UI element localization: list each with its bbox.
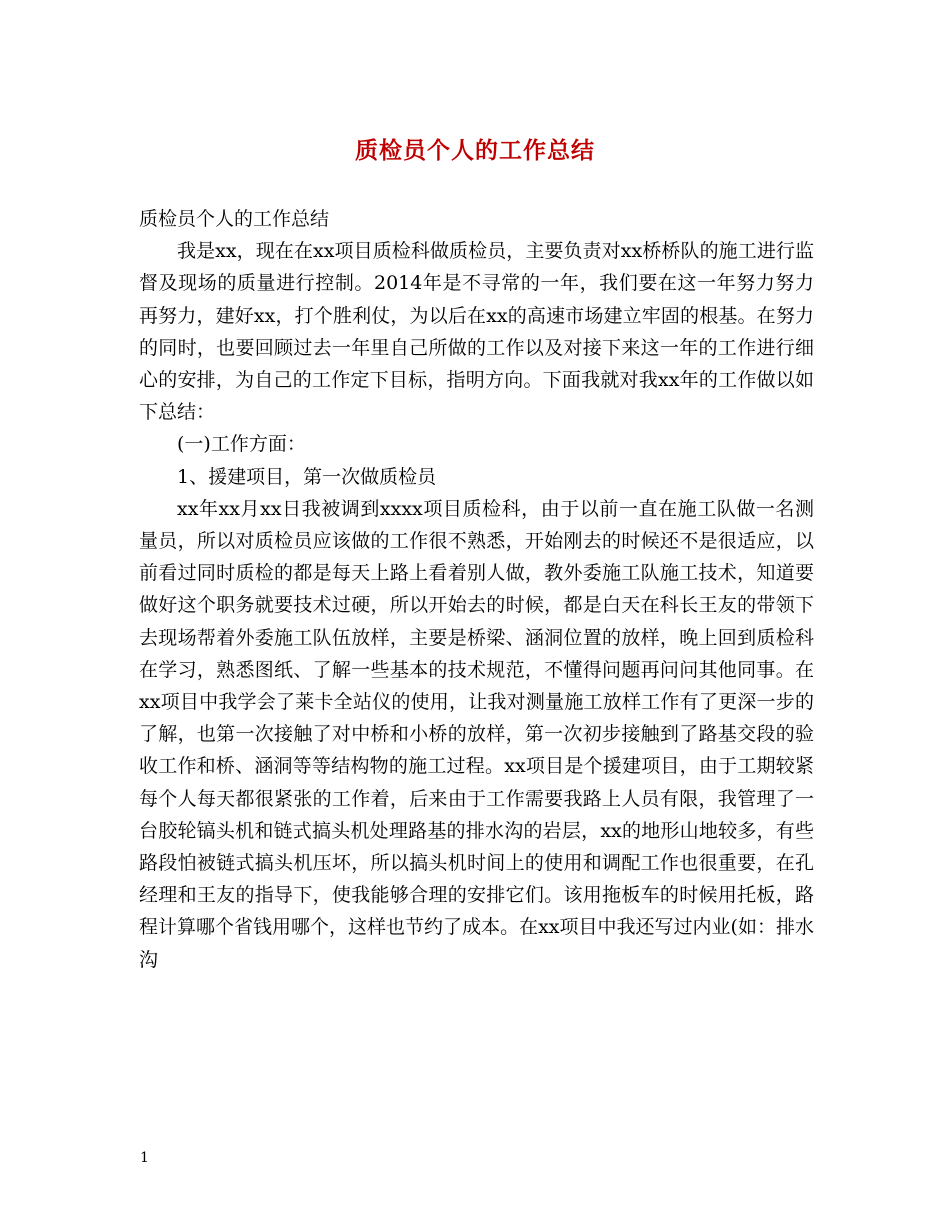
paragraph-intro: 我是xx，现在在xx项目质检科做质检员，主要负责对xx桥桥队的施工进行监督及现场的质量进行控制。2014年是不寻常的一年，我们要在这一年努力努力再努力，建好xx，打个胜利仗，为以后在xx的高速市场建立牢固的根基。在努力的同时，也要回顾过去一年里自己所做的工作以及对接下来这一年的工作进行细心的安排，为自己的工作定下目标，指明方向。下面我就对我xx年的工作做以如下总结： — [139, 240, 814, 424]
subsection-heading-1: 1、援建项目，第一次做质检员 — [177, 465, 437, 488]
paragraph-body: xx年xx月xx日我被调到xxxx项目质检科，由于以前一直在施工队做一名测量员，所以对质检员应该做的工作很不熟悉，开始刚去的时候还不是很适应，以前看过同时质检的都是每天上路上看着别人做，教外委施工队施工技术，知道要做好这个职务就要技术过硬，所以开始去的时候，都是白天在科长王友的带领下去现场帮着外委施工队伍放样，主要是桥梁、涵洞位置的放样，晚上回到质检科在学习，熟悉图纸、了解一些基本的技术规范，不懂得问题再问问其他同事。在xx项目中我学会了莱卡全站仪的使用，让我对测量施工放样工作有了更深一步的了解，也第一次接触了对中桥和小桥的放样，第一次初步接触到了路基交段的验收工作和桥、涵洞等等结构物的施工过程。xx项目是个援建项目，由于工期较紧每个人每天都很紧张的工作着，后来由于工作需要我路上人员有限，我管理了一台胶轮镐头机和链式搞头机处理路基的排水沟的岩层，xx的地形山地较多，有些路段怕被链式搞头机压坏，所以搞头机时间上的使用和调配工作也很重要，在孔经理和王友的指导下，使我能够合理的安排它们。该用拖板车的时候用托板，路程计算哪个省钱用哪个，这样也节约了成本。在xx项目中我还写过内业(如：排水沟 — [139, 497, 814, 971]
document-subtitle: 质检员个人的工作总结 — [139, 208, 330, 230]
page-number: 1 — [140, 1150, 149, 1166]
section-heading-work: (一)工作方面： — [177, 433, 306, 456]
document-body — [139, 203, 814, 976]
document-title: 质检员个人的工作总结 — [355, 137, 595, 164]
